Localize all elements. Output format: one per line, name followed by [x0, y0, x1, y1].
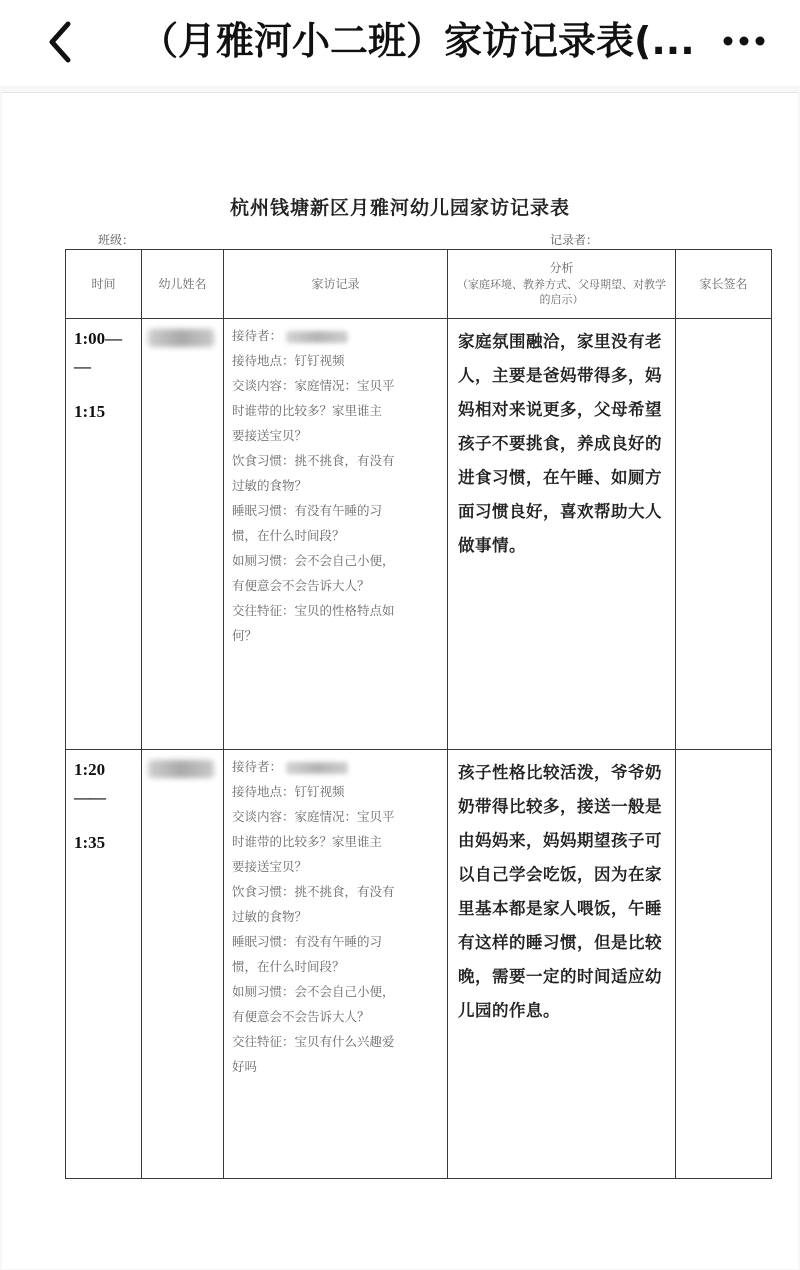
record-line-text: 接待者： — [232, 759, 283, 774]
table-row — [66, 319, 772, 750]
record-line: 饮食习惯：挑不挑食，有没有 — [232, 884, 395, 899]
table-row — [66, 750, 772, 1179]
time-end: 1:35 — [74, 832, 106, 852]
document-title: 杭州钱塘新区月雅河幼儿园家访记录表 — [229, 197, 570, 219]
parent-signature-cell — [676, 750, 772, 1179]
record-line: 睡眠习惯：有没有午睡的习 — [232, 934, 383, 949]
record-line: 交谈内容：家庭情况：宝贝平 — [232, 378, 395, 393]
header-analysis-title: 分析 — [549, 261, 574, 276]
time-cell — [66, 319, 142, 750]
record-line: 何？ — [232, 628, 258, 643]
more-button[interactable] — [716, 24, 772, 58]
time-start: 1:20 — [74, 760, 106, 779]
child-name-cell — [142, 750, 224, 1179]
record-line — [232, 754, 439, 779]
header-visit-record: 家访记录 — [224, 250, 448, 319]
record-line: 时谁带的比较多？家里谁主 — [232, 403, 383, 418]
redacted-text — [286, 762, 348, 774]
visit-record-cell — [224, 750, 448, 1179]
record-line: 如厕习惯：会不会自己小便， — [232, 984, 395, 999]
record-line: 饮食习惯：挑不挑食，有没有 — [232, 453, 395, 468]
record-line: 时谁带的比较多？家里谁主 — [232, 834, 383, 849]
record-line — [232, 323, 439, 348]
record-line: 过敏的食物？ — [232, 478, 308, 493]
record-line: 如厕习惯：会不会自己小便， — [232, 553, 395, 568]
record-line: 交往特征：宝贝的性格特点如 — [232, 603, 395, 618]
record-line: 过敏的食物？ — [232, 909, 308, 924]
record-line: 接待地点：钉钉视频 — [232, 353, 345, 368]
top-nav-bar — [0, 0, 800, 86]
header-analysis — [448, 250, 676, 319]
time-dash: — — [74, 357, 89, 377]
table-header-row — [66, 250, 772, 319]
record-line: 接待地点：钉钉视频 — [232, 784, 345, 799]
header-time: 时间 — [66, 250, 142, 319]
record-line: 睡眠习惯：有没有午睡的习 — [232, 503, 383, 518]
visit-record-table — [65, 249, 772, 1179]
redacted-name — [148, 329, 214, 347]
recorder-label: 记录者： — [550, 233, 599, 247]
header-child-name: 幼儿姓名 — [142, 250, 224, 319]
time-end: 1:15 — [74, 401, 106, 421]
redacted-text — [286, 331, 348, 343]
record-line: 有便意会不会告诉大人？ — [232, 1009, 370, 1024]
time-start: 1:00— — [74, 329, 123, 348]
header-parent-signature: 家长签名 — [676, 250, 772, 319]
class-label: 班级： — [98, 233, 135, 247]
record-line-text: 接待者： — [232, 328, 283, 343]
child-name-cell — [142, 319, 224, 750]
time-cell — [66, 750, 142, 1179]
record-line: 交往特征：宝贝有什么兴趣爱 — [232, 1034, 395, 1049]
record-line: 要接送宝贝？ — [232, 428, 308, 443]
more-dots-icon — [716, 24, 772, 58]
chevron-left-icon — [38, 14, 88, 70]
page-title: （月雅河小二班）家访记录表(... — [140, 19, 695, 63]
header-analysis-sub: （家庭环境、教养方式、父母期望、对教学的启示） — [457, 278, 666, 307]
visit-record-cell — [224, 319, 448, 750]
record-line: 好吗 — [232, 1059, 258, 1074]
record-line: 惯，在什么时间段？ — [232, 528, 345, 543]
redacted-name — [148, 760, 214, 778]
record-line: 有便意会不会告诉大人？ — [232, 578, 370, 593]
analysis-cell: 孩子性格比较活泼，爷爷奶奶带得比较多，接送一般是由妈妈来，妈妈期望孩子可以自己学会吃饭，因为在家里基本都是家人喂饭，午睡有这样的睡习惯，但是比较晚，需要一定的时间适应幼儿园的作息。 — [448, 750, 676, 1179]
back-button[interactable] — [38, 14, 88, 70]
record-line: 交谈内容：家庭情况：宝贝平 — [232, 809, 395, 824]
time-dash: —— — [74, 788, 104, 808]
document-page — [2, 92, 798, 1269]
parent-signature-cell — [676, 319, 772, 750]
record-line: 要接送宝贝？ — [232, 859, 308, 874]
record-line: 惯，在什么时间段？ — [232, 959, 345, 974]
analysis-cell: 家庭氛围融洽，家里没有老人，主要是爸妈带得多，妈妈相对来说更多，父母希望孩子不要挑食，养成良好的进食习惯，在午睡、如厕方面习惯良好，喜欢帮助大人做事情。 — [448, 319, 676, 750]
